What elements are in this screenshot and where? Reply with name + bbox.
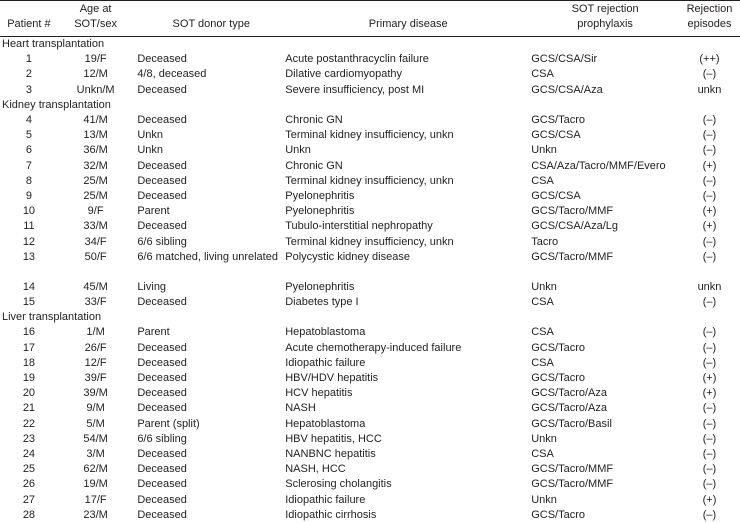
table-row [0, 432, 740, 447]
rejection-episodes-cell: (–) [702, 478, 717, 491]
table-row [0, 295, 740, 310]
section-title: Liver transplantation [2, 311, 102, 324]
primary-disease-cell: Diabetes type I [285, 296, 359, 309]
donor-type-cell: 6/6 sibling [137, 432, 187, 445]
donor-type-cell: Deceased [137, 341, 187, 354]
age-sex-cell: 3/M [86, 448, 105, 461]
donor-type-cell: Deceased [137, 114, 187, 127]
prophylaxis-cell: GCS/Tacro/MMF [531, 250, 614, 263]
age-sex-cell: 41/M [83, 114, 108, 127]
donor-type-cell: 6/6 sibling [137, 235, 187, 248]
patient-number-cell: 10 [22, 205, 36, 218]
age-sex-cell: 34/F [84, 235, 107, 248]
age-sex-cell: 54/M [83, 432, 108, 445]
age-sex-cell: 9/F [87, 205, 104, 218]
prophylaxis-cell: GCS/Tacro/Basil [531, 417, 612, 430]
rejection-episodes-cell: (–) [702, 235, 717, 248]
rejection-episodes-cell: (+) [702, 372, 717, 385]
header-rejection-episodes: Rejection episodes [679, 1, 740, 37]
donor-type-cell: Deceased [137, 493, 187, 506]
patient-number-cell: 17 [22, 341, 36, 354]
rejection-episodes-cell: (–) [702, 508, 717, 521]
patient-number-cell: 14 [22, 280, 36, 293]
primary-disease-cell: Chronic GN [285, 159, 343, 172]
table-row [0, 493, 740, 508]
patient-number-cell: 2 [25, 68, 32, 81]
section-header-row [0, 98, 740, 113]
rejection-episodes-cell: (–) [702, 296, 717, 309]
patient-number-cell: 5 [25, 129, 32, 142]
table-row [0, 113, 740, 128]
rejection-episodes-cell: (–) [702, 129, 717, 142]
patient-number-cell: 12 [22, 235, 36, 248]
prophylaxis-cell: CSA [531, 326, 554, 339]
patient-number-cell: 20 [22, 387, 36, 400]
donor-type-cell: Deceased [137, 83, 187, 96]
donor-type-cell: Parent [137, 326, 170, 339]
rejection-episodes-cell: unkn [697, 280, 722, 293]
primary-disease-cell: Terminal kidney insufficiency, unkn [285, 174, 454, 187]
table-row [0, 159, 740, 174]
rejection-episodes-cell: (–) [702, 144, 717, 157]
primary-disease-cell: Hepatoblastoma [285, 417, 366, 430]
age-sex-cell: 36/M [83, 144, 108, 157]
primary-disease-cell: Pyelonephritis [285, 205, 355, 218]
header-primary-disease: Primary disease [285, 1, 531, 37]
table-row [0, 477, 740, 492]
patient-number-cell: 15 [22, 296, 36, 309]
age-sex-cell: 32/M [83, 159, 108, 172]
section-title: Kidney transplantation [2, 98, 111, 111]
age-sex-cell: 12/M [83, 68, 108, 81]
table-row [0, 83, 740, 98]
age-sex-cell: 62/M [83, 463, 108, 476]
primary-disease-cell: Idiopathic failure [285, 493, 366, 506]
patient-number-cell: 6 [25, 144, 32, 157]
table-row [0, 128, 740, 143]
table-row [0, 371, 740, 386]
age-sex-cell: 26/F [84, 341, 107, 354]
header-donor-type: SOT donor type [133, 1, 285, 37]
donor-type-cell: Deceased [137, 296, 187, 309]
table-row [0, 462, 740, 477]
prophylaxis-cell: CSA [531, 296, 554, 309]
age-sex-cell: 50/F [84, 250, 107, 263]
patient-number-cell: 8 [25, 174, 32, 187]
primary-disease-cell: Dilative cardiomyopathy [285, 68, 403, 81]
age-sex-cell: Unkn/M [76, 83, 115, 96]
prophylaxis-cell: CSA [531, 68, 554, 81]
rejection-episodes-cell: (+) [702, 493, 717, 506]
donor-type-cell: 6/6 matched, living unrelated [137, 250, 278, 263]
prophylaxis-cell: Unkn [531, 144, 557, 157]
prophylaxis-cell: GCS/Tacro/MMF [531, 205, 614, 218]
primary-disease-cell: Hepatoblastoma [285, 326, 366, 339]
table-row [0, 67, 740, 82]
prophylaxis-cell: CSA/Aza/Tacro/MMF/Evero [531, 159, 666, 172]
table-row [0, 52, 740, 67]
patient-number-cell: 7 [25, 159, 32, 172]
prophylaxis-cell: Unkn [531, 280, 557, 293]
age-sex-cell: 19/M [83, 478, 108, 491]
prophylaxis-cell: GCS/Tacro/MMF [531, 478, 614, 491]
rejection-episodes-cell: (–) [702, 463, 717, 476]
age-sex-cell: 5/M [86, 417, 105, 430]
table-row [0, 235, 740, 250]
table-row [0, 219, 740, 234]
donor-type-cell: Deceased [137, 220, 187, 233]
prophylaxis-cell: CSA [531, 448, 554, 461]
patient-number-cell: 4 [25, 114, 32, 127]
primary-disease-cell: Chronic GN [285, 114, 343, 127]
header-age-sex: Age at SOT/sex [58, 1, 133, 37]
section-header-row [0, 310, 740, 325]
rejection-episodes-cell: (–) [702, 326, 717, 339]
table-row [0, 508, 740, 523]
patient-number-cell: 28 [22, 508, 36, 521]
donor-type-cell: Unkn [137, 144, 163, 157]
primary-disease-cell: Idiopathic failure [285, 356, 366, 369]
rejection-episodes-cell: (–) [702, 114, 717, 127]
donor-type-cell: Deceased [137, 508, 187, 521]
age-sex-cell: 19/F [84, 53, 107, 66]
table-row [0, 401, 740, 416]
prophylaxis-cell: GCS/Tacro [531, 341, 585, 354]
primary-disease-cell: NASH [285, 402, 316, 415]
donor-type-cell: Deceased [137, 463, 187, 476]
age-sex-cell: 33/F [84, 296, 107, 309]
patient-number-cell: 22 [22, 417, 36, 430]
donor-type-cell: Deceased [137, 387, 187, 400]
table-row [0, 417, 740, 432]
table-body [0, 37, 740, 523]
prophylaxis-cell: CSA [531, 174, 554, 187]
table-row [0, 341, 740, 356]
patient-number-cell: 18 [22, 356, 36, 369]
section-header-row [0, 37, 740, 53]
primary-disease-cell: NANBNC hepatitis [285, 448, 376, 461]
age-sex-cell: 45/M [83, 280, 108, 293]
primary-disease-cell: Acute postanthracyclin failure [285, 53, 429, 66]
donor-type-cell: Deceased [137, 53, 187, 66]
prophylaxis-cell: GCS/Tacro/Aza [531, 402, 608, 415]
prophylaxis-cell: GCS/Tacro [531, 372, 585, 385]
rejection-episodes-cell: unkn [697, 83, 722, 96]
prophylaxis-cell: CSA [531, 356, 554, 369]
rejection-episodes-cell: (–) [702, 68, 717, 81]
patient-number-cell: 1 [25, 53, 32, 66]
patient-number-cell: 27 [22, 493, 36, 506]
table-row [0, 250, 740, 280]
age-sex-cell: 25/M [83, 174, 108, 187]
prophylaxis-cell: Unkn [531, 493, 557, 506]
donor-type-cell: Deceased [137, 356, 187, 369]
rejection-episodes-cell: (–) [702, 250, 717, 263]
primary-disease-cell: Terminal kidney insufficiency, unkn [285, 129, 454, 142]
donor-type-cell: 4/8, deceased [137, 68, 207, 81]
patient-number-cell: 16 [22, 326, 36, 339]
primary-disease-cell: HCV hepatitis [285, 387, 353, 400]
age-sex-cell: 23/M [83, 508, 108, 521]
table-row [0, 204, 740, 219]
donor-type-cell: Deceased [137, 448, 187, 461]
rejection-episodes-cell: (++) [699, 53, 720, 66]
patient-number-cell: 26 [22, 478, 36, 491]
rejection-episodes-cell: (–) [702, 402, 717, 415]
donor-type-cell: Deceased [137, 372, 187, 385]
rejection-episodes-cell: (–) [702, 341, 717, 354]
prophylaxis-cell: Unkn [531, 432, 557, 445]
primary-disease-cell: Severe insufficiency, post MI [285, 83, 425, 96]
donor-type-cell: Unkn [137, 129, 163, 142]
table-row [0, 325, 740, 340]
rejection-episodes-cell: (–) [702, 432, 717, 445]
patient-number-cell: 13 [22, 250, 36, 263]
age-sex-cell: 13/M [83, 129, 108, 142]
prophylaxis-cell: GCS/Tacro/Aza [531, 387, 608, 400]
primary-disease-cell: Terminal kidney insufficiency, unkn [285, 235, 454, 248]
donor-type-cell: Living [137, 280, 167, 293]
rejection-episodes-cell: (–) [702, 417, 717, 430]
prophylaxis-cell: Tacro [531, 235, 559, 248]
primary-disease-cell: Idiopathic cirrhosis [285, 508, 377, 521]
donor-type-cell: Deceased [137, 174, 187, 187]
donor-type-cell: Deceased [137, 159, 187, 172]
age-sex-cell: 33/M [83, 220, 108, 233]
primary-disease-cell: HBV/HDV hepatitis [285, 372, 379, 385]
table-row [0, 386, 740, 401]
primary-disease-cell: HBV hepatitis, HCC [285, 432, 382, 445]
table-row [0, 174, 740, 189]
prophylaxis-cell: GCS/CSA [531, 190, 581, 203]
donor-type-cell: Parent [137, 205, 170, 218]
patient-number-cell: 19 [22, 372, 36, 385]
prophylaxis-cell: GCS/Tacro/MMF [531, 463, 614, 476]
patient-number-cell: 3 [25, 83, 32, 96]
primary-disease-cell: Pyelonephritis [285, 280, 355, 293]
patient-number-cell: 25 [22, 463, 36, 476]
table-row [0, 143, 740, 158]
prophylaxis-cell: GCS/Tacro [531, 114, 585, 127]
age-sex-cell: 1/M [86, 326, 105, 339]
age-sex-cell: 12/F [84, 356, 107, 369]
rejection-episodes-cell: (–) [702, 356, 717, 369]
rejection-episodes-cell: (+) [702, 159, 717, 172]
table-row [0, 280, 740, 295]
prophylaxis-cell: GCS/CSA/Sir [531, 53, 598, 66]
patient-number-cell: 9 [25, 190, 32, 203]
patient-number-cell: 23 [22, 432, 36, 445]
donor-type-cell: Deceased [137, 402, 187, 415]
donor-type-cell: Parent (split) [137, 417, 200, 430]
age-sex-cell: 17/F [84, 493, 107, 506]
header-rejection-prophylaxis: SOT rejection prophylaxis [531, 1, 679, 37]
rejection-episodes-cell: (–) [702, 448, 717, 461]
primary-disease-cell: Acute chemotherapy-induced failure [285, 341, 462, 354]
primary-disease-cell: NASH, HCC [285, 463, 346, 476]
prophylaxis-cell: GCS/CSA/Aza/Lg [531, 220, 619, 233]
donor-type-cell: Deceased [137, 478, 187, 491]
rejection-episodes-cell: (+) [702, 220, 717, 233]
prophylaxis-cell: GCS/CSA/Aza [531, 83, 603, 96]
primary-disease-cell: Polycystic kidney disease [285, 250, 410, 263]
patient-number-cell: 11 [23, 220, 35, 233]
patient-number-cell: 21 [22, 402, 36, 415]
donor-type-cell: Deceased [137, 190, 187, 203]
rejection-episodes-cell: (–) [702, 174, 717, 187]
prophylaxis-cell: GCS/CSA [531, 129, 581, 142]
table-row [0, 356, 740, 371]
table-header [0, 1, 740, 37]
primary-disease-cell: Pyelonephritis [285, 190, 355, 203]
primary-disease-cell: Sclerosing cholangitis [285, 478, 392, 491]
prophylaxis-cell: GCS/Tacro [531, 508, 585, 521]
rejection-episodes-cell: (+) [702, 205, 717, 218]
patient-number-cell: 24 [22, 448, 36, 461]
age-sex-cell: 39/F [84, 372, 107, 385]
age-sex-cell: 39/M [83, 387, 108, 400]
table-row [0, 447, 740, 462]
rejection-episodes-cell: (–) [702, 190, 717, 203]
age-sex-cell: 9/M [86, 402, 105, 415]
table-row [0, 189, 740, 204]
age-sex-cell: 25/M [83, 190, 108, 203]
section-title: Heart transplantation [2, 38, 105, 50]
rejection-episodes-cell: (+) [702, 387, 717, 400]
primary-disease-cell: Unkn [285, 144, 311, 157]
header-patient-number: Patient # [0, 1, 58, 37]
primary-disease-cell: Tubulo-interstitial nephropathy [285, 220, 433, 233]
